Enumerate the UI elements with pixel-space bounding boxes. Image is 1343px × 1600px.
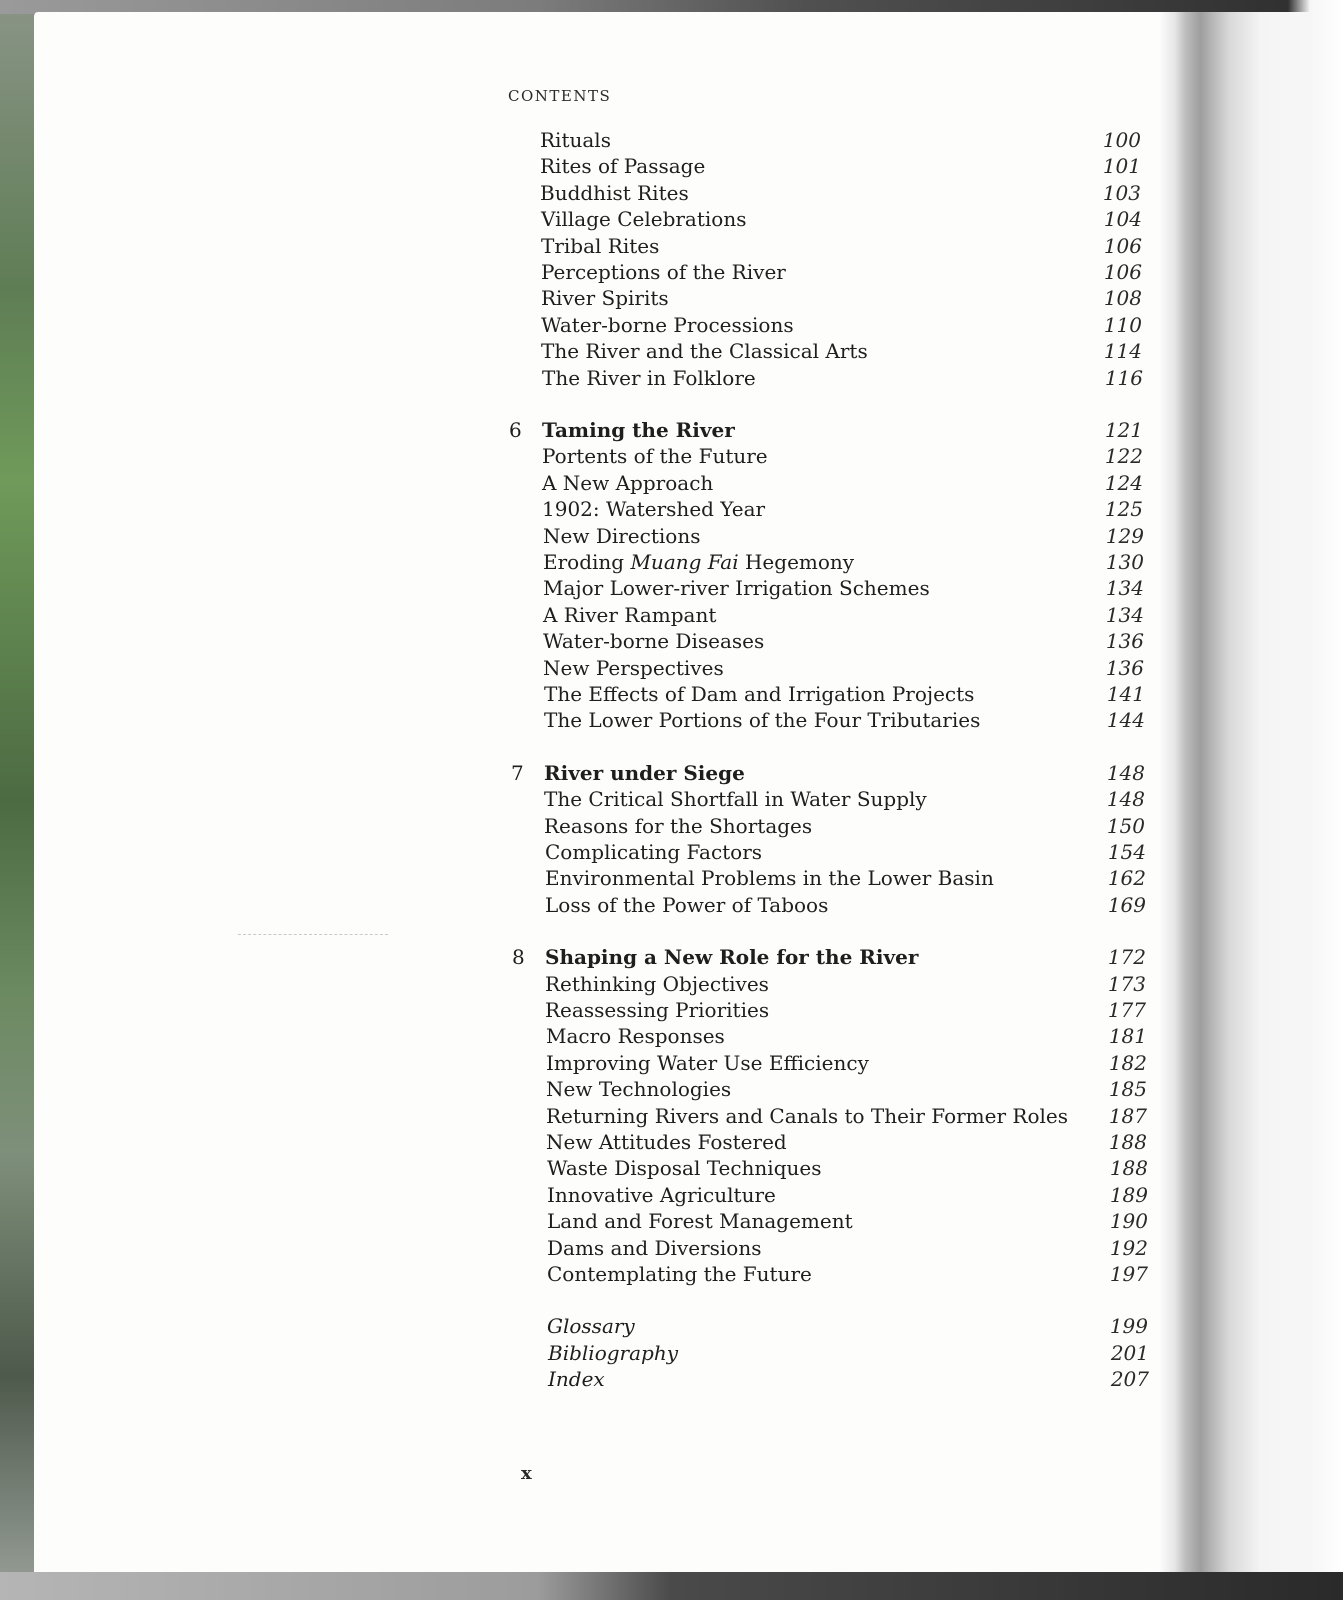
entry-title: A New Approach — [542, 470, 714, 495]
toc-section-row — [513, 1050, 1147, 1076]
entry-title-italic: Muang Fai — [630, 550, 739, 574]
entry-title: Perceptions of the River — [541, 260, 786, 284]
entry-title: New Directions — [543, 523, 701, 548]
page-number: 122 — [1104, 444, 1143, 469]
entry-title: Portents of the Future — [542, 444, 768, 469]
page-number: 134 — [1105, 602, 1144, 627]
page-number: 189 — [1109, 1182, 1148, 1207]
page-number: 134 — [1105, 576, 1144, 601]
entry-title: Land and Forest Management — [547, 1209, 853, 1234]
entry-title: Rethinking Objectives — [545, 971, 769, 996]
page-number: 177 — [1107, 998, 1146, 1022]
entry-title: The River and the Classical Arts — [541, 339, 868, 364]
entry-title: Rituals — [540, 128, 611, 152]
toc-section-row — [512, 865, 1146, 891]
entry-title: New Technologies — [546, 1077, 732, 1102]
toc-section-row — [514, 1155, 1148, 1181]
entry-title — [543, 549, 854, 575]
toc-backmatter-row — [515, 1340, 1149, 1366]
toc-section-row — [513, 1129, 1147, 1155]
entry-title: Environmental Problems in the Lower Basin — [545, 866, 994, 891]
page-number: 199 — [1109, 1314, 1148, 1339]
toc-section-row — [510, 628, 1144, 654]
page-number: 190 — [1109, 1209, 1148, 1234]
entry-title-part: Eroding — [543, 550, 631, 574]
page-number: 136 — [1105, 629, 1144, 654]
entry-title: River Spirits — [541, 286, 669, 311]
page-number: 101 — [1102, 154, 1141, 179]
toc-section-row — [513, 1076, 1147, 1102]
toc-section-row — [509, 496, 1143, 522]
page-number: 182 — [1108, 1050, 1147, 1075]
entry-title: Loss of the Power of Taboos — [545, 892, 829, 917]
toc-section-row — [507, 180, 1141, 206]
entry-title: Shaping a New Role for the River — [545, 945, 919, 970]
chapter-number: 7 — [511, 760, 524, 785]
entry-title: Buddhist Rites — [540, 180, 689, 205]
toc-section-row — [509, 470, 1143, 496]
toc-section-row — [510, 602, 1144, 628]
entry-title: Taming the River — [542, 418, 735, 442]
entry-title: Bibliography — [548, 1340, 678, 1365]
entry-title: Water-borne Processions — [541, 312, 794, 337]
toc-section-row — [514, 1235, 1148, 1261]
entry-title: River under Siege — [544, 760, 745, 785]
page-number: 141 — [1106, 682, 1145, 706]
page-number: 110 — [1103, 312, 1142, 337]
entry-title: Glossary — [547, 1314, 635, 1339]
page-number: 150 — [1106, 813, 1145, 838]
entry-title: Dams and Diversions — [547, 1235, 762, 1260]
page-number: 172 — [1107, 945, 1146, 970]
page-number: 106 — [1103, 233, 1142, 258]
toc-backmatter-row — [515, 1366, 1149, 1392]
page-folio: x — [521, 1463, 532, 1484]
toc-chapter-row — [511, 760, 1145, 786]
entry-title: New Attitudes Fostered — [546, 1130, 787, 1154]
toc-chapter-row — [512, 944, 1146, 970]
page-number: 188 — [1109, 1156, 1148, 1181]
entry-title: Waste Disposal Techniques — [547, 1156, 822, 1181]
entry-title-part: Hegemony — [738, 550, 855, 574]
page-number: 173 — [1107, 971, 1146, 996]
contents-heading: CONTENTS — [508, 87, 612, 105]
toc-section-row — [507, 153, 1141, 179]
toc-section-row — [507, 127, 1141, 153]
page-number: 114 — [1103, 339, 1142, 364]
entry-title: The Lower Portions of the Four Tributaries — [544, 708, 981, 733]
toc-section-row — [510, 523, 1144, 549]
chapter-number: 6 — [509, 418, 522, 442]
toc-section-row — [510, 549, 1144, 575]
entry-title: Village Celebrations — [541, 207, 747, 232]
page-number: 104 — [1103, 207, 1142, 232]
page-number: 197 — [1109, 1262, 1148, 1286]
page-number: 148 — [1106, 787, 1145, 812]
entry-title: Water-borne Diseases — [543, 629, 765, 654]
toc-section-row — [508, 312, 1142, 338]
toc-section-row — [508, 206, 1142, 232]
entry-title: Reasons for the Shortages — [544, 813, 813, 838]
entry-title: Returning Rivers and Canals to Their Former Roles — [546, 1103, 1068, 1128]
entry-title: A River Rampant — [543, 602, 717, 627]
entry-title: Macro Responses — [546, 1024, 725, 1049]
entry-title: Complicating Factors — [545, 840, 763, 864]
page-number: 154 — [1107, 840, 1146, 864]
page-number: 108 — [1103, 286, 1142, 311]
toc-section-row — [509, 365, 1143, 391]
toc-section-row — [513, 1023, 1147, 1049]
toc-backmatter-row — [514, 1313, 1148, 1339]
page-number: 125 — [1104, 497, 1143, 522]
entry-title: Contemplating the Future — [547, 1262, 812, 1286]
toc-section-row — [514, 1261, 1148, 1287]
chapter-number: 8 — [512, 945, 525, 970]
page-number: 103 — [1102, 180, 1141, 205]
page-number: 207 — [1110, 1367, 1149, 1392]
entry-title: Index — [548, 1367, 605, 1392]
toc-section-row — [514, 1182, 1148, 1208]
toc-section-row — [511, 813, 1145, 839]
entry-title: Major Lower-river Irrigation Schemes — [543, 576, 930, 601]
page-number: 188 — [1108, 1130, 1147, 1154]
toc-chapter-row — [509, 417, 1143, 443]
toc-section-row — [513, 1103, 1147, 1129]
page-number: 187 — [1108, 1103, 1147, 1128]
toc-section-row — [509, 443, 1143, 469]
toc-section-row — [510, 575, 1144, 601]
toc-section-row — [512, 971, 1146, 997]
entry-title: The River in Folklore — [542, 365, 756, 390]
entry-title: Improving Water Use Efficiency — [546, 1050, 869, 1075]
page-number: 124 — [1104, 470, 1143, 495]
entry-title: 1902: Watershed Year — [542, 497, 766, 522]
toc-section-row — [510, 655, 1144, 681]
page-number: 181 — [1108, 1024, 1147, 1049]
toc-section-row — [512, 839, 1146, 865]
entry-title: Tribal Rites — [541, 233, 660, 258]
page-number: 148 — [1106, 760, 1145, 785]
page-number: 162 — [1107, 866, 1146, 891]
entry-title: Reassessing Priorities — [545, 998, 770, 1022]
toc-section-row — [508, 259, 1142, 285]
toc-section-row — [512, 892, 1146, 918]
toc-section-row — [508, 285, 1142, 311]
page-number: 121 — [1104, 418, 1143, 442]
page-number: 192 — [1109, 1235, 1148, 1260]
toc-section-row — [508, 338, 1142, 364]
toc-section-row — [508, 233, 1142, 259]
toc-section-row — [511, 681, 1145, 707]
page-number: 106 — [1103, 260, 1142, 284]
page-number: 185 — [1108, 1077, 1147, 1102]
page-number: 116 — [1104, 365, 1143, 390]
page-number: 130 — [1105, 550, 1144, 574]
page-number: 136 — [1105, 655, 1144, 680]
entry-title: The Effects of Dam and Irrigation Projects — [544, 682, 975, 706]
entry-title: Innovative Agriculture — [547, 1182, 776, 1207]
toc-section-row — [512, 997, 1146, 1023]
entry-title: The Critical Shortfall in Water Supply — [544, 787, 927, 812]
toc-section-row — [511, 707, 1145, 733]
page-number: 169 — [1107, 892, 1146, 917]
page-number: 144 — [1106, 708, 1145, 733]
toc-section-row — [514, 1208, 1148, 1234]
page-number: 100 — [1102, 128, 1141, 152]
toc-section-row — [511, 786, 1145, 812]
page-number: 201 — [1110, 1340, 1149, 1365]
entry-title: New Perspectives — [543, 655, 724, 680]
page-number: 129 — [1105, 523, 1144, 548]
entry-title: Rites of Passage — [540, 154, 706, 179]
